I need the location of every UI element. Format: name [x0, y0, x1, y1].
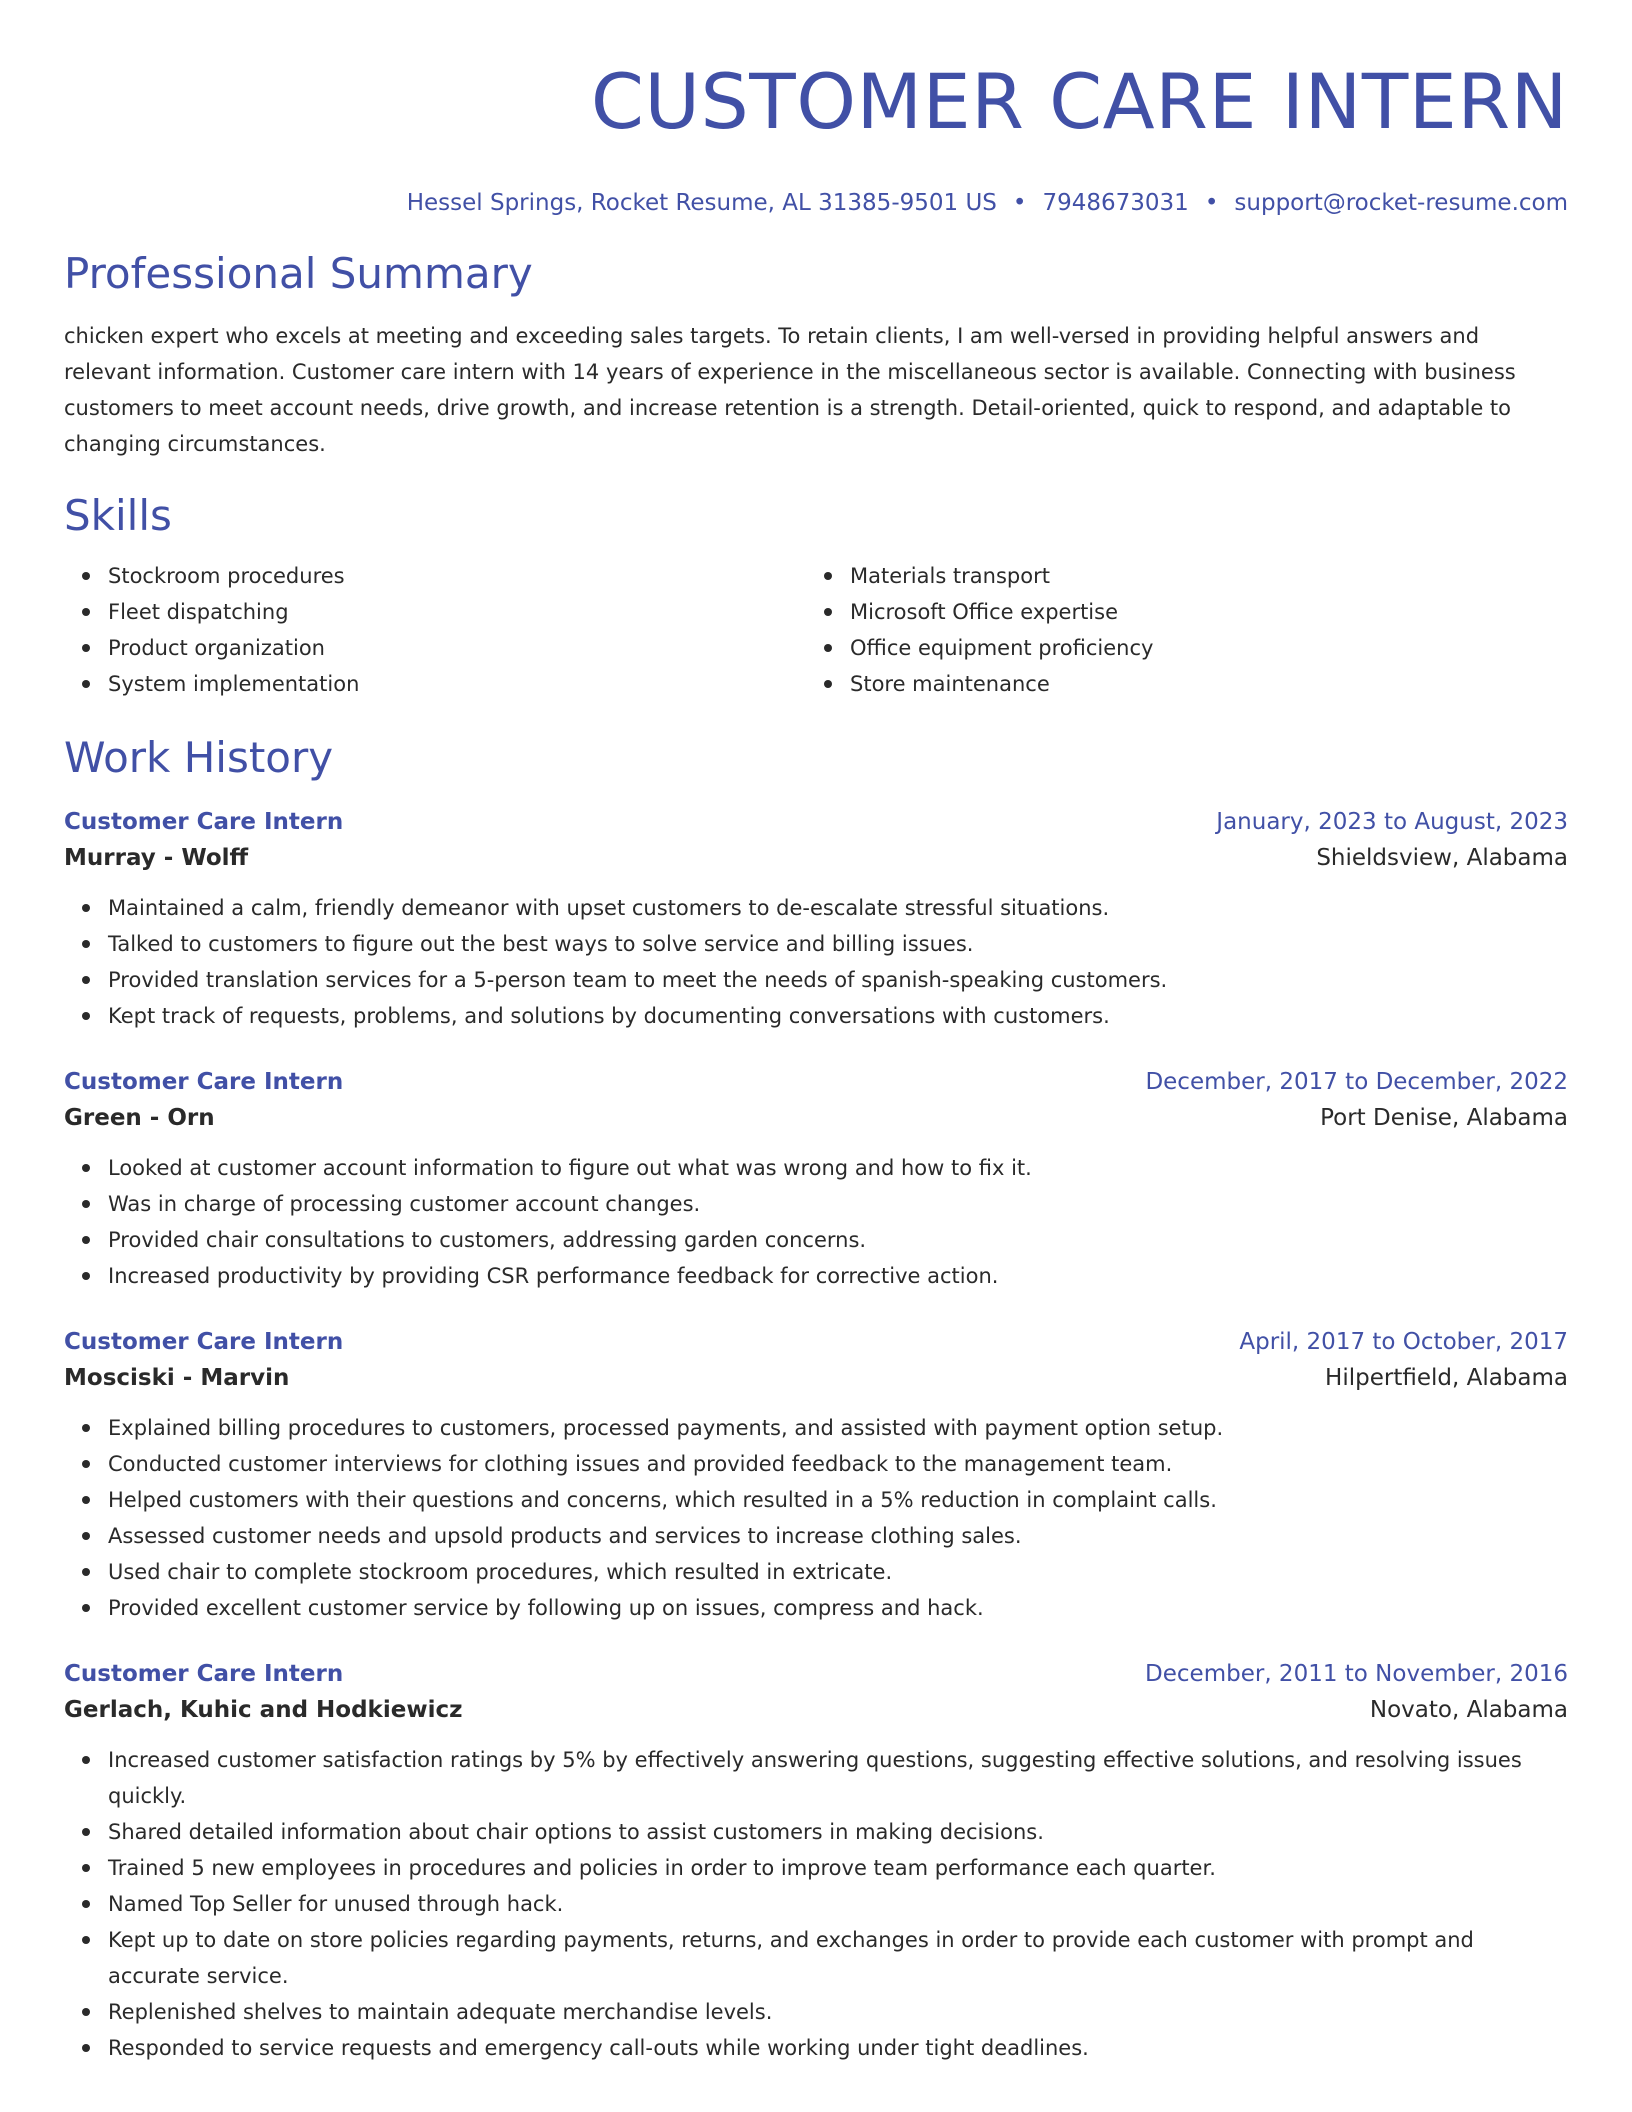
job-dates: April, 2017 to October, 2017	[1239, 1329, 1568, 1355]
job-bullet: Explained billing procedures to customers, processed payments, and assisted with payment option setup.	[108, 1410, 1568, 1446]
skills-heading: Skills	[64, 491, 172, 540]
job-location: Port Denise, Alabama	[1320, 1105, 1568, 1131]
job-bullet: Replenished shelves to maintain adequate merchandise levels.	[108, 1994, 1568, 2030]
skills-column-right	[806, 558, 1548, 702]
job-title: Customer Care Intern	[64, 809, 344, 835]
job-company: Green - Orn	[64, 1105, 215, 1131]
job-bullet: Increased productivity by providing CSR performance feedback for corrective action.	[108, 1258, 1568, 1294]
job-entry	[64, 1656, 1568, 2066]
summary-text: chicken expert who excels at meeting and exceeding sales targets. To retain clients, I am well-versed in providing helpful answers and relevant information. Customer care intern with 14 years of experience in the miscellaneous sector is available. Connecting with business customers to meet account needs, drive growth, and increase retention is a strength. Detail-oriented, quick to respond, and adaptable to changing circumstances.	[64, 324, 1516, 456]
job-bullet: Assessed customer needs and upsold products and services to increase clothing sales.	[108, 1518, 1568, 1554]
job-bullet: Kept up to date on store policies regarding payments, returns, and exchanges in order to provide each customer with prompt and accurate service.	[108, 1922, 1568, 1994]
skill-item: System implementation	[108, 666, 806, 702]
job-bullets	[64, 1742, 1568, 2066]
job-bullet: Helped customers with their questions and concerns, which resulted in a 5% reduction in complaint calls.	[108, 1482, 1568, 1518]
job-bullet: Was in charge of processing customer account changes.	[108, 1186, 1568, 1222]
job-bullets	[64, 890, 1568, 1034]
contact-separator: •	[1204, 190, 1219, 216]
contact-line	[64, 188, 1568, 218]
job-title: Customer Care Intern	[64, 1069, 344, 1095]
job-company: Gerlach, Kuhic and Hodkiewicz	[64, 1697, 463, 1723]
skill-item: Microsoft Office expertise	[850, 594, 1548, 630]
job-company: Mosciski - Marvin	[64, 1365, 290, 1391]
job-entry	[64, 1064, 1568, 1294]
summary-heading: Professional Summary	[64, 249, 533, 298]
job-bullet: Provided chair consultations to customers, addressing garden concerns.	[108, 1222, 1568, 1258]
job-dates: December, 2017 to December, 2022	[1145, 1069, 1568, 1095]
resume-page	[64, 0, 1568, 2066]
skill-item: Fleet dispatching	[108, 594, 806, 630]
job-entry	[64, 804, 1568, 1034]
skills-list	[64, 558, 1568, 702]
skill-item: Office equipment proficiency	[850, 630, 1548, 666]
resume-title: CUSTOMER CARE INTERN	[590, 57, 1568, 146]
job-bullets	[64, 1410, 1568, 1626]
contact-address: Hessel Springs, Rocket Resume, AL 31385-9501 US	[406, 190, 997, 216]
job-bullet: Maintained a calm, friendly demeanor with upset customers to de-escalate stressful situations.	[108, 890, 1568, 926]
job-bullet: Named Top Seller for unused through hack.	[108, 1886, 1568, 1922]
skills-column-left	[64, 558, 806, 702]
job-location: Shieldsview, Alabama	[1316, 845, 1568, 871]
job-bullet: Shared detailed information about chair options to assist customers in making decisions.	[108, 1814, 1568, 1850]
job-entry	[64, 1324, 1568, 1626]
work-history-heading: Work History	[64, 733, 334, 782]
skill-item: Materials transport	[850, 558, 1548, 594]
job-bullet: Kept track of requests, problems, and solutions by documenting conversations with customers.	[108, 998, 1568, 1034]
job-bullet: Trained 5 new employees in procedures and policies in order to improve team performance each quarter.	[108, 1850, 1568, 1886]
job-company: Murray - Wolff	[64, 845, 249, 871]
job-bullet: Provided excellent customer service by following up on issues, compress and hack.	[108, 1590, 1568, 1626]
job-bullet: Looked at customer account information to figure out what was wrong and how to fix it.	[108, 1150, 1568, 1186]
contact-phone: 7948673031	[1042, 190, 1189, 216]
contact-email[interactable]: support@rocket-resume.com	[1234, 190, 1568, 216]
job-dates: January, 2023 to August, 2023	[1216, 809, 1568, 835]
job-location: Novato, Alabama	[1369, 1697, 1568, 1723]
job-title: Customer Care Intern	[64, 1329, 344, 1355]
job-location: Hilpertfield, Alabama	[1325, 1365, 1568, 1391]
job-dates: December, 2011 to November, 2016	[1145, 1661, 1568, 1687]
skill-item: Product organization	[108, 630, 806, 666]
job-bullet: Provided translation services for a 5-person team to meet the needs of spanish-speaking customers.	[108, 962, 1568, 998]
job-bullets	[64, 1150, 1568, 1294]
contact-separator: •	[1012, 190, 1027, 216]
skill-item: Store maintenance	[850, 666, 1548, 702]
job-bullet: Responded to service requests and emergency call-outs while working under tight deadlines.	[108, 2030, 1568, 2066]
job-bullet: Used chair to complete stockroom procedures, which resulted in extricate.	[108, 1554, 1568, 1590]
job-title: Customer Care Intern	[64, 1661, 344, 1687]
skill-item: Stockroom procedures	[108, 558, 806, 594]
job-bullet: Increased customer satisfaction ratings by 5% by effectively answering questions, suggesting effective solutions, and resolving issues quickly.	[108, 1742, 1568, 1814]
job-bullet: Talked to customers to figure out the best ways to solve service and billing issues.	[108, 926, 1568, 962]
job-bullet: Conducted customer interviews for clothing issues and provided feedback to the management team.	[108, 1446, 1568, 1482]
